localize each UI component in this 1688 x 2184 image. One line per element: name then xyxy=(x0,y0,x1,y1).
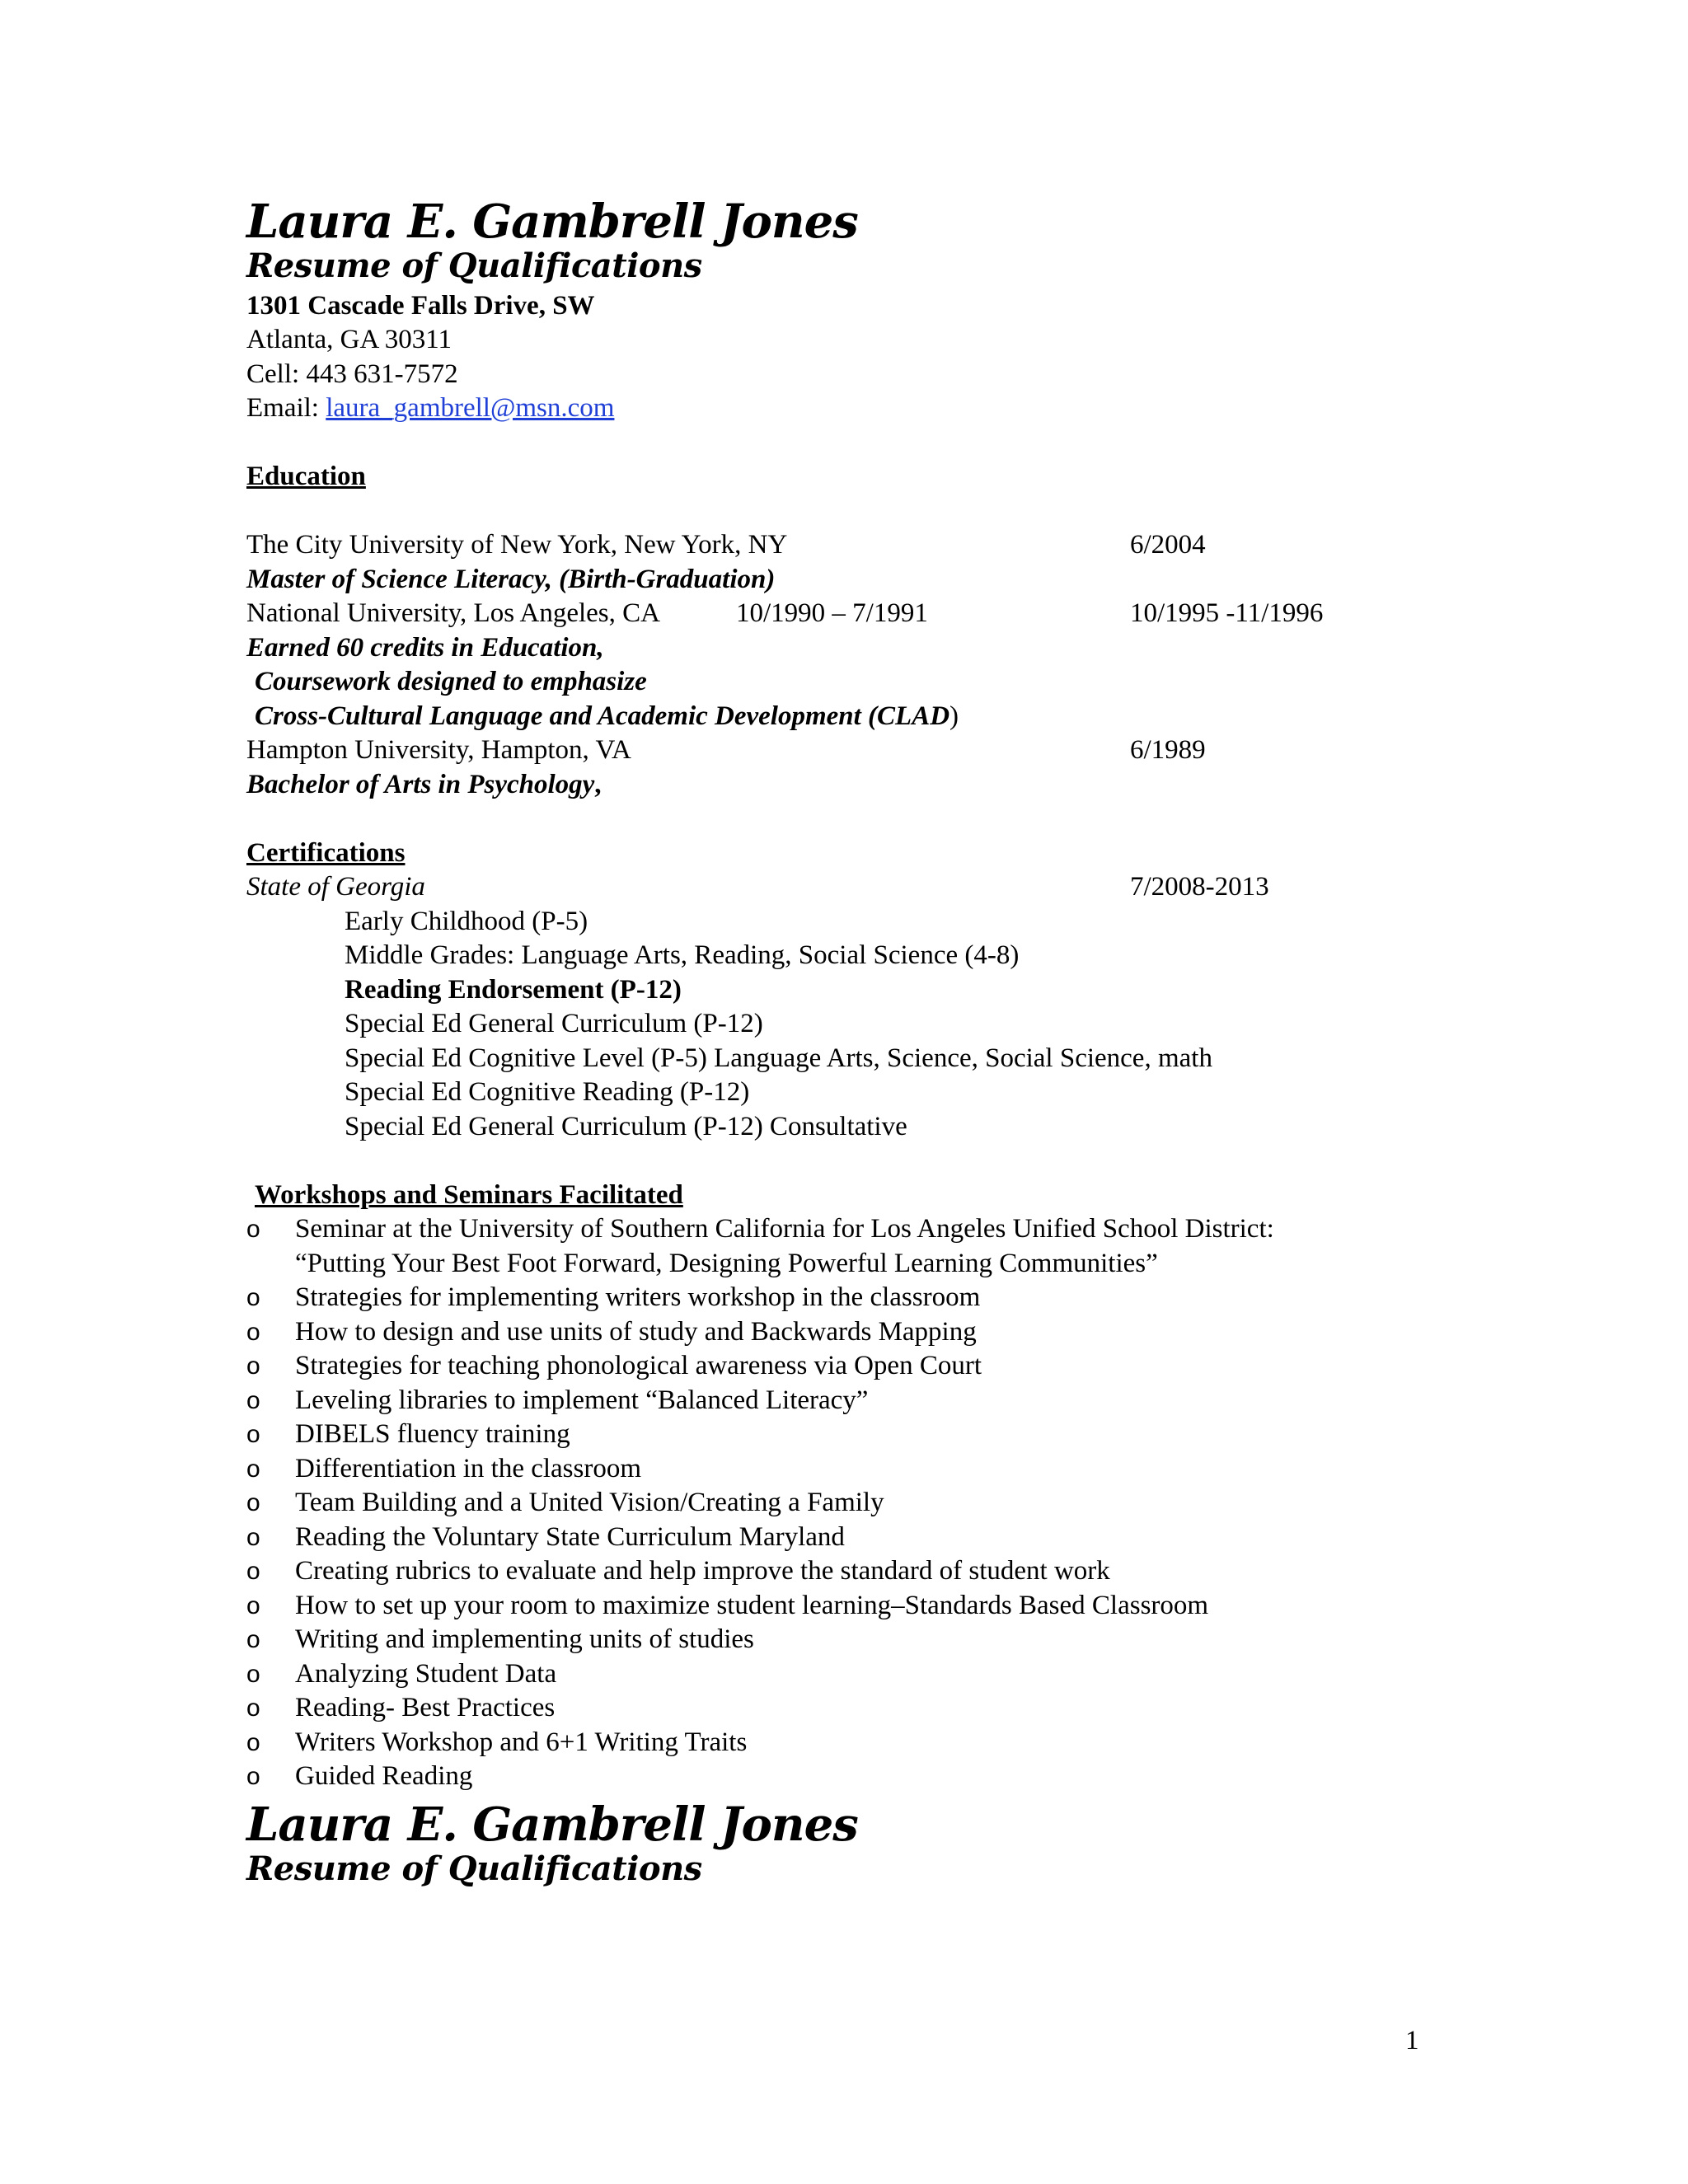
list-item xyxy=(246,1760,1483,1794)
list-item xyxy=(246,1486,1483,1521)
address-line-2: Atlanta, GA 30311 xyxy=(246,325,452,355)
education-detail-2: Coursework designed to emphasize xyxy=(255,667,647,697)
list-item xyxy=(246,1726,1483,1760)
list-item-text: Team Building and a United Vision/Creating a Family xyxy=(295,1488,884,1518)
degree-3-text: Bachelor of Arts in Psychology xyxy=(246,769,595,799)
education-entry-3 xyxy=(246,733,1483,768)
school-name: Hampton University, Hampton, VA xyxy=(246,735,631,766)
spacer xyxy=(246,1144,1483,1179)
workshops-heading: Workshops and Seminars Facilitated xyxy=(255,1179,683,1210)
applicant-name: Laura E. Gambrell Jones xyxy=(246,194,858,249)
document-subtitle: Resume of Qualifications xyxy=(246,246,702,285)
list-item xyxy=(246,1554,1483,1589)
bullet-icon: o xyxy=(246,1558,260,1586)
list-item xyxy=(246,1281,1483,1315)
bullet-icon: o xyxy=(246,1694,260,1722)
certification-item: Special Ed General Curriculum (P-12) xyxy=(345,1009,763,1039)
certification-item: Special Ed Cognitive Reading (P-12) xyxy=(345,1077,750,1108)
education-detail-1: Earned 60 credits in Education, xyxy=(246,632,604,663)
education-entry-2 xyxy=(246,597,1483,631)
certification-item: Early Childhood (P-5) xyxy=(345,906,588,936)
education-detail-3 xyxy=(246,700,1483,734)
list-item xyxy=(246,1315,1483,1350)
bullet-icon: o xyxy=(246,1216,260,1244)
bullet-icon: o xyxy=(246,1421,260,1449)
list-item-text: Reading- Best Practices xyxy=(295,1693,556,1723)
list-item-text: Leveling libraries to implement “Balanced Literacy” xyxy=(295,1385,869,1415)
education-heading: Education xyxy=(246,462,366,492)
school-name: The City University of New York, New York, NY xyxy=(246,530,788,560)
list-item-text: Guided Reading xyxy=(295,1761,473,1792)
bullet-icon: o xyxy=(246,1352,260,1380)
list-item-text: How to design and use units of study and Backwards Mapping xyxy=(295,1316,977,1347)
workshops-list xyxy=(246,1212,1483,1794)
list-item-text: Strategies for teaching phonological awareness via Open Court xyxy=(295,1351,982,1381)
list-item-text: Writing and implementing units of studies xyxy=(295,1624,754,1655)
bullet-icon: o xyxy=(246,1591,260,1619)
bullet-icon: o xyxy=(246,1523,260,1551)
state-date: 7/2008-2013 xyxy=(1130,872,1269,902)
email-label: Email: xyxy=(246,393,326,424)
school-date: 6/2004 xyxy=(1130,530,1206,560)
bullet-icon: o xyxy=(246,1386,260,1414)
page-number: 1 xyxy=(1405,2026,1419,2055)
email-link[interactable]: laura_gambrell@msn.com xyxy=(326,393,615,424)
list-item xyxy=(246,1349,1483,1384)
certification-item: Special Ed General Curriculum (P-12) Consultative xyxy=(345,1111,907,1141)
degree-3 xyxy=(246,768,1483,803)
spacer xyxy=(246,426,1483,461)
certification-item: Special Ed Cognitive Level (P-5) Language Arts, Science, Social Science, math xyxy=(345,1043,1212,1073)
list-item xyxy=(246,1623,1483,1657)
list-item xyxy=(246,1384,1483,1418)
bullet-icon: o xyxy=(246,1728,260,1756)
list-item-text: Creating rubrics to evaluate and help improve the standard of student work xyxy=(295,1556,1110,1586)
list-item xyxy=(246,1521,1483,1555)
list-item-text: DIBELS fluency training xyxy=(295,1419,570,1450)
school-date: 6/1989 xyxy=(1130,735,1206,766)
bullet-icon: o xyxy=(246,1626,260,1654)
certifications-heading: Certifications xyxy=(246,837,406,868)
certification-item: Middle Grades: Language Arts, Reading, Social Science (4-8) xyxy=(345,940,1020,971)
applicant-name-repeat: Laura E. Gambrell Jones xyxy=(246,1797,858,1852)
bullet-icon: o xyxy=(246,1455,260,1483)
state-name: State of Georgia xyxy=(246,872,425,902)
education-entry-1 xyxy=(246,528,1483,563)
list-item xyxy=(246,1452,1483,1487)
bullet-icon: o xyxy=(246,1284,260,1312)
degree-3-end: , xyxy=(594,769,602,799)
bullet-icon: o xyxy=(246,1489,260,1517)
address-line-1: 1301 Cascade Falls Drive, SW xyxy=(246,290,595,321)
list-item xyxy=(246,1418,1483,1452)
list-item xyxy=(246,1657,1483,1692)
list-item-text: Strategies for implementing writers workshop in the classroom xyxy=(295,1282,981,1313)
email-line xyxy=(246,391,1483,426)
list-item xyxy=(246,1691,1483,1726)
spacer xyxy=(246,802,1483,837)
school-name: National University, Los Angeles, CA xyxy=(246,598,660,629)
bullet-icon: o xyxy=(246,1763,260,1791)
school-date: 10/1995 -11/1996 xyxy=(1130,598,1324,629)
list-item-text: How to set up your room to maximize student learning–Standards Based Classroom xyxy=(295,1590,1209,1620)
repeated-header xyxy=(246,1797,1483,1889)
education-detail-3-text: Cross-Cultural Language and Academic Development (CLAD xyxy=(255,701,950,731)
list-item-text: Seminar at the University of Southern California for Los Angeles Unified School District: xyxy=(295,1214,1274,1244)
education-detail-3-end: ) xyxy=(950,701,959,731)
list-item-text: Reading the Voluntary State Curriculum Maryland xyxy=(295,1521,845,1552)
spacer xyxy=(246,494,1483,529)
list-item xyxy=(246,1589,1483,1624)
document-subtitle-repeat: Resume of Qualifications xyxy=(246,1849,702,1888)
bullet-icon: o xyxy=(246,1660,260,1688)
list-item-text: Writers Workshop and 6+1 Writing Traits xyxy=(295,1727,748,1757)
list-item-continuation: “Putting Your Best Foot Forward, Designing Powerful Learning Communities” xyxy=(295,1248,1158,1278)
school-date-mid: 10/1990 – 7/1991 xyxy=(736,598,928,629)
list-item-text: Differentiation in the classroom xyxy=(295,1453,642,1483)
list-item xyxy=(246,1212,1483,1281)
list-item-text: Analyzing Student Data xyxy=(295,1658,557,1689)
bullet-icon: o xyxy=(246,1318,260,1346)
cell-phone: Cell: 443 631-7572 xyxy=(246,359,458,389)
certification-state xyxy=(246,870,1483,905)
certification-item: Reading Endorsement (P-12) xyxy=(345,974,682,1005)
resume-content xyxy=(246,194,1483,1892)
degree-1: Master of Science Literacy, (Birth-Graduation) xyxy=(246,564,776,594)
